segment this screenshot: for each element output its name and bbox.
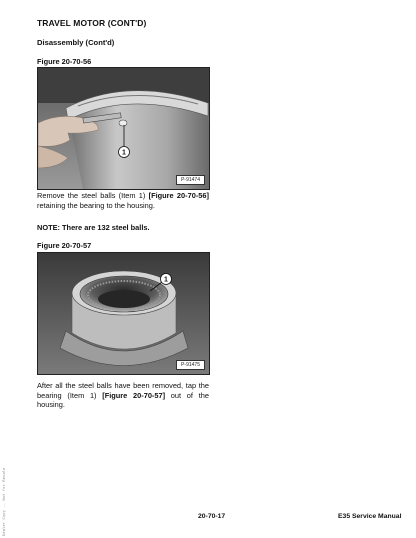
paragraph-1-figure-ref: [Figure 20-70-56]: [148, 191, 209, 200]
figure-1-label: Figure 20-70-56: [37, 57, 92, 66]
paragraph-2-text: After all the steel balls have been removed, tap the bearing (Item 1): [37, 381, 209, 400]
paragraph-1: [37, 191, 209, 210]
note: NOTE: There are 132 steel balls.: [37, 223, 150, 232]
manual-title: E35 Service Manual: [338, 513, 402, 520]
page-number: 20-70-17: [198, 513, 226, 520]
figure-2-label: Figure 20-70-57: [37, 241, 92, 250]
paragraph-2-figure-ref: [Figure 20-70-57]: [102, 390, 166, 400]
figure-1-callout: 1: [122, 149, 126, 157]
section-subtitle: Disassembly (Cont'd): [37, 38, 115, 47]
paragraph-2: [37, 381, 209, 410]
paragraph-1-text: Remove the steel balls (Item 1): [37, 191, 149, 200]
figure-2-photo: [37, 252, 210, 375]
section-title: TRAVEL MOTOR (CONT'D): [37, 18, 147, 28]
side-watermark: Dealer Copy -- Not for Resale: [2, 467, 6, 536]
paragraph-1-text-end: retaining the bearing to the housing.: [37, 200, 155, 210]
paragraph-2-text-end: out of the housing.: [37, 390, 209, 410]
figure-2-photo-id: P-91475: [176, 360, 205, 370]
figure-1-photo: [37, 67, 210, 190]
figure-1-photo-id: P-91474: [176, 175, 205, 185]
figure-2-callout: 1: [164, 276, 168, 284]
